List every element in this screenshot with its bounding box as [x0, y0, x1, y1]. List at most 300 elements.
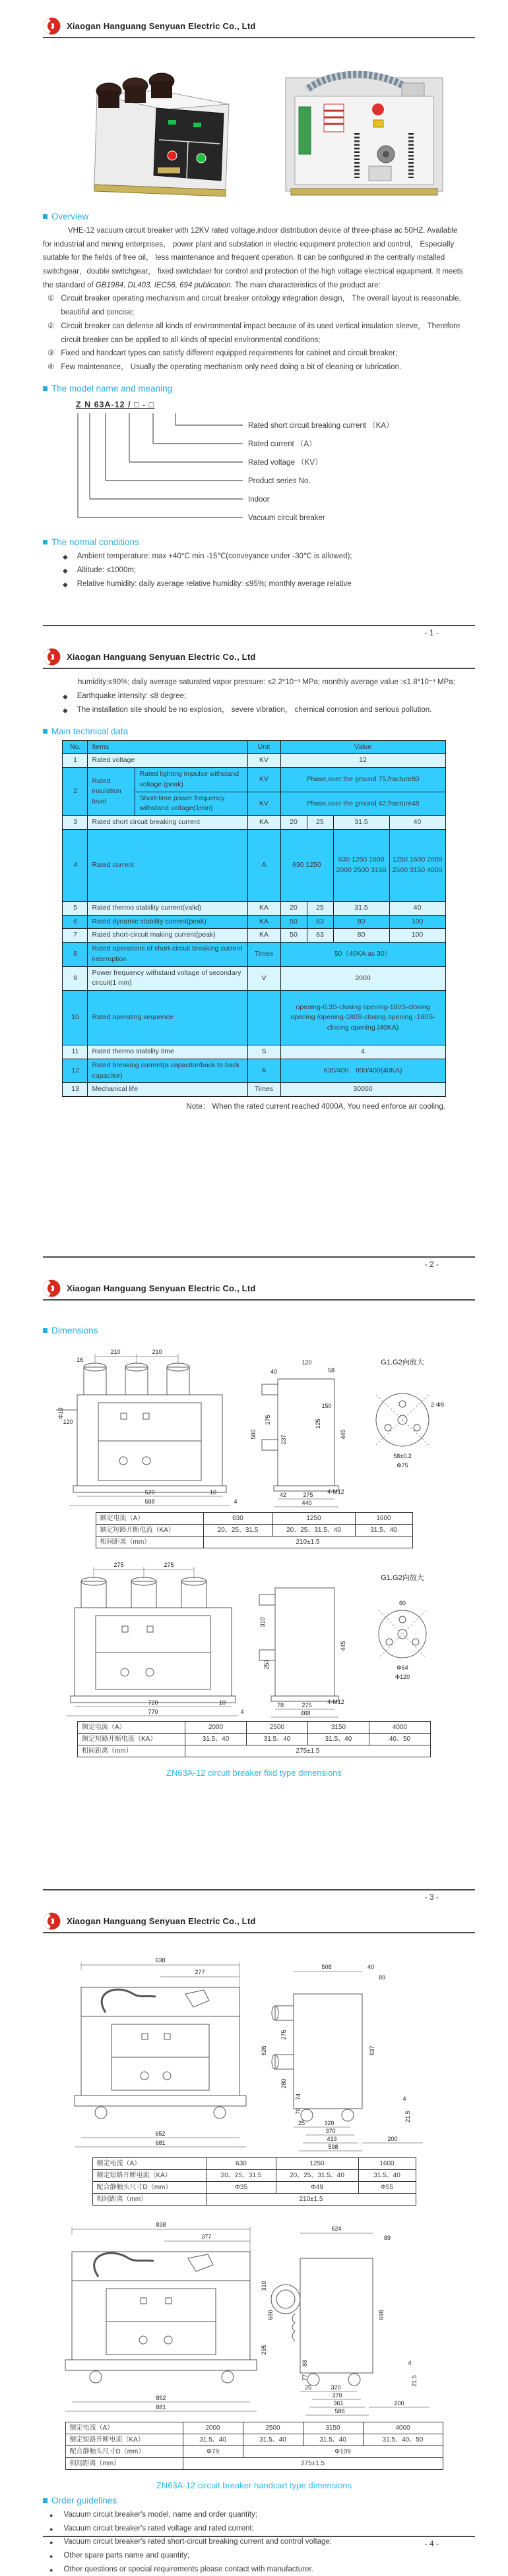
cell: 275±1.5: [183, 2458, 443, 2470]
cell: Rated current: [88, 829, 247, 901]
cell: 63: [307, 915, 333, 929]
cell: 3: [63, 816, 88, 830]
dot-bullet-icon: ●: [49, 2539, 53, 2546]
cell: 50: [280, 915, 307, 929]
section-bullet-icon: [43, 729, 48, 734]
dim-label: 277: [195, 1969, 205, 1976]
table-row: [63, 901, 445, 915]
table-row: [96, 1537, 412, 1548]
cell: Value: [280, 740, 445, 754]
overview-item-3: [48, 347, 463, 361]
dim-label: 237: [280, 1434, 287, 1445]
overview-text-end: The main characteristics of the product are:: [232, 281, 381, 289]
cell: 31.5、40: [247, 1734, 308, 1745]
drawing-handcart-type-2000-4000: [43, 2215, 465, 2420]
table-row: [65, 2434, 443, 2446]
dim-label: Φ64: [397, 1664, 408, 1671]
company-logo-icon: [43, 1279, 61, 1297]
cell: 31.5: [333, 816, 389, 830]
condition-continuation: humidity:≤90%; daily average saturated vapor pressure: ≤2.2*10⁻³ MPa; monthly average value :≤1.8*10⁻³ MPa;: [78, 678, 455, 686]
cell: 31.5、40、50: [363, 2434, 443, 2446]
table-row: [96, 1513, 412, 1525]
cell: 31.5、40: [185, 1734, 247, 1745]
table-row: [65, 2446, 443, 2458]
table-row: [78, 1722, 431, 1734]
dim-label: 253: [263, 1659, 270, 1670]
table-row: [65, 2422, 443, 2434]
section-title: The model name and meaning: [51, 383, 173, 394]
cell: KA: [247, 901, 280, 915]
table-row: [96, 1525, 412, 1537]
cell: 11: [63, 1045, 88, 1059]
cell: 31.5、40: [183, 2434, 243, 2446]
cell: 额定电流（A）: [78, 1722, 185, 1734]
cell: 31.5、40: [308, 1734, 369, 1745]
cell: 额定电流（A）: [92, 2158, 206, 2170]
section-bullet-icon: [43, 386, 48, 391]
section-overview: [43, 212, 508, 221]
overview-paragraph: [43, 224, 463, 292]
cell: 20、25、31.5、40: [276, 2170, 358, 2182]
condition-item: [63, 689, 463, 703]
fixed-type-table-630-1600: [96, 1512, 413, 1548]
cell: 31.5、40: [355, 1525, 412, 1537]
cell: 630: [206, 2158, 276, 2170]
dim-label: 21.5: [411, 2375, 418, 2387]
page-header: [43, 643, 475, 669]
cell: 80: [333, 915, 389, 929]
dim-label: 680: [267, 2310, 274, 2320]
dim-label: 60: [398, 1600, 406, 1606]
page-1: [0, 0, 508, 643]
dim-label: 377: [201, 2233, 212, 2240]
cell: 额定电流（A）: [96, 1513, 203, 1525]
cell: Unit: [247, 740, 280, 754]
dim-label: 58±0.2: [393, 1453, 412, 1459]
model-label: Indoor: [248, 495, 270, 504]
cell: 25: [307, 901, 333, 915]
diamond-bullet-icon: ◆: [63, 567, 68, 575]
dim-label: 275: [265, 1415, 271, 1425]
section-title: Order guidelines: [51, 2496, 117, 2505]
company-logo-icon: [43, 17, 61, 35]
cell: 20: [280, 816, 307, 830]
dim-label: 120: [63, 1419, 73, 1425]
dim-label: 77: [302, 2374, 308, 2382]
cell: KA: [247, 929, 280, 943]
dim-label: 78: [276, 1702, 284, 1709]
cell: 相间距离（mm）: [92, 2194, 206, 2206]
fixed-type-caption: ZN63A-12 circuit breaker fixd type dimensions: [166, 1768, 342, 1778]
cell: 630/400 800/400(40KA): [280, 1059, 445, 1083]
cell: 额定短路开断电流（KA）: [92, 2170, 206, 2182]
cell: 31.5: [333, 901, 389, 915]
cell: KA: [247, 816, 280, 830]
cell: Rated operating sequence: [88, 991, 247, 1045]
dim-label: 320: [331, 2384, 341, 2391]
table-row: [63, 829, 445, 901]
section-model: [43, 384, 508, 394]
cell: 8: [63, 943, 88, 967]
table-row: [92, 2194, 416, 2206]
section-title: The normal conditions: [51, 537, 139, 547]
dim-label: 89: [383, 2235, 391, 2241]
dim-label: 881: [156, 2404, 166, 2411]
section-bullet-icon: [43, 214, 48, 219]
table-row: [78, 1745, 431, 1757]
dim-label: 4: [402, 2095, 406, 2102]
handcart-type-caption: ZN63A-12 circuit breaker handcart type dimensions: [156, 2480, 352, 2490]
diamond-bullet-icon: ◆: [63, 553, 68, 561]
cell: KV: [247, 792, 280, 816]
cell: KV: [247, 754, 280, 768]
overview-standards: GB1984, DL403, IEC56, 694 publication.: [95, 281, 233, 289]
dim-label: Φ75: [397, 1462, 408, 1469]
company-logo-icon: [43, 648, 61, 666]
cell: Phase,over the ground 42,fracture48: [280, 792, 445, 816]
cell: 1250: [272, 1513, 355, 1525]
item-text: Circuit breaker can defense all kinds of environmental impact because of its used vertical insulation sleeve， Therefore circuit breaker can be applied to all kinds of special environmental conditions;: [61, 322, 460, 344]
item-text: Few maintenance， Usually the operating mechanism only need doing a bit of cleaning or lubrication.: [61, 363, 402, 371]
page-header: [43, 0, 475, 38]
dim-label: 508: [321, 1964, 332, 1970]
table-row: [65, 2458, 443, 2470]
cell: 1250: [276, 2158, 358, 2170]
overview-item-1: [48, 292, 463, 319]
item-number: ③: [48, 349, 55, 358]
item-number: ④: [48, 363, 55, 371]
dim-label: 275: [164, 1562, 174, 1568]
company-name: Xiaogan Hanguang Senyuan Electric Co., Ltd: [67, 21, 256, 31]
item-text: Fixed and handcart types can satisfy different equipped requirements for cabinet and circuit breaker;: [61, 349, 398, 358]
cell: Φ49: [276, 2182, 358, 2194]
dim-label: 76: [295, 2107, 302, 2115]
handcart-type-table-630-1600: [92, 2157, 416, 2206]
cell: KA: [247, 915, 280, 929]
model-diagram: [66, 411, 475, 528]
page-4: [0, 1907, 508, 2573]
product-photo-front: [59, 67, 270, 202]
cell: 2500: [247, 1722, 308, 1734]
dim-label: 210: [152, 1349, 162, 1355]
item-number: ②: [48, 322, 55, 330]
dim-label: 433: [327, 2136, 337, 2142]
handcart-type-table-2000-4000: [65, 2422, 443, 2470]
item-text: Circuit breaker operating mechanism and circuit breaker ontology integration design， The overall layout is reasonable, beautiful and concise;: [61, 295, 461, 317]
dim-label: 275: [113, 1562, 124, 1568]
cell: 12: [63, 1059, 88, 1083]
dim-label: 4-M12: [327, 1699, 344, 1705]
cell: 2500: [243, 2422, 303, 2434]
page-number: - 3 -: [424, 1892, 439, 1902]
cell: Rated short-circuit making current(peak): [88, 929, 247, 943]
cell: 12: [280, 754, 445, 768]
cell: Phase,over the ground 75,fracture80: [280, 768, 445, 792]
dim-label: 74: [295, 2093, 302, 2101]
dim-label: 10: [209, 1489, 217, 1496]
cell: 20、25、31.5、40: [272, 1525, 355, 1537]
order-text: Vacuum circuit breaker's rated voltage and rated current;: [63, 2524, 254, 2532]
cell: 相间距离（mm）: [78, 1745, 185, 1757]
dim-label: 58: [327, 1367, 335, 1374]
cell: A: [247, 1059, 280, 1083]
cell: 20、25、31.5: [203, 1525, 272, 1537]
cell: 2000: [280, 966, 445, 991]
cell: 配合静触头尺寸D（mm）: [92, 2182, 206, 2194]
table-row: [63, 754, 445, 768]
cell: 1250 1600 2000 2500 3150 4000: [389, 829, 445, 901]
cell: 40、50: [369, 1734, 431, 1745]
cell: 100: [389, 929, 445, 943]
table-row: [63, 1045, 445, 1059]
dim-label: 638: [155, 1957, 166, 1964]
dim-label: 681: [155, 2140, 166, 2146]
cell: 31.5、40: [243, 2434, 303, 2446]
dim-label: 637: [369, 2045, 375, 2056]
dim-label: 468: [300, 1710, 311, 1716]
dim-label: 370: [325, 2128, 336, 2134]
overview-text: VHE-12 vacuum circuit breaker with 12KV rated voltage,indoor distribution device of three-phase ac 50HZ. Available for industrial and mining enterprises， power plant and substation in electric equipment protection and control， Especially suitable for the fields of free oil， less maintenance and frequent operation. It can be configured in the centrally installed switchgear，double switchgear， fixed switchdaer for control and protection of the high voltage electrical equipment. It meets the standard of: [43, 227, 463, 289]
dim-label: 4: [234, 1498, 238, 1505]
dim-label: 150: [321, 1403, 332, 1409]
cell: Rated thermo stability current(valid): [88, 901, 247, 915]
condition-item: [63, 703, 463, 717]
dim-label: 370: [332, 2392, 342, 2399]
condition-item: [63, 550, 463, 564]
dim-label: 40: [270, 1368, 278, 1375]
dim-label: 120: [302, 1359, 312, 1366]
dot-bullet-icon: ●: [49, 2512, 53, 2519]
cell: Power frequency withstand voltage of secondary circuit(1 min): [88, 966, 247, 991]
company-name: Xiaogan Hanguang Senyuan Electric Co., Ltd: [67, 1283, 256, 1293]
cell: 25: [307, 816, 333, 830]
order-item: [49, 2563, 463, 2576]
table-row: [63, 768, 445, 792]
cell: 275±1.5: [185, 1745, 431, 1757]
section-dimensions: [43, 1326, 508, 1335]
cell: 额定电流（A）: [65, 2422, 183, 2434]
dim-label: Φ10: [57, 1407, 64, 1419]
dim-label: 698: [378, 2310, 385, 2320]
table-row: [92, 2182, 416, 2194]
cell: Φ109: [243, 2446, 443, 2458]
cell: Φ35: [206, 2182, 276, 2194]
table-row: [78, 1734, 431, 1745]
cell: 210±1.5: [203, 1537, 412, 1548]
cell: 配合静触头尺寸D（mm）: [65, 2446, 183, 2458]
table-row: [63, 991, 445, 1045]
table-header-row: [63, 740, 445, 754]
drawing-handcart-type-630-1600: [43, 1950, 465, 2156]
cell: 13: [63, 1083, 88, 1097]
cell: 4000: [369, 1722, 431, 1734]
cell: Rated breaking current(a capacitor/back to back capacitor): [88, 1059, 247, 1083]
detail-view-label: G1.G2向放大: [381, 1574, 424, 1582]
cell: A: [247, 829, 280, 901]
model-label: Rated voltage （KV）: [248, 458, 323, 467]
cell: 10: [63, 991, 88, 1045]
condition-text: Ambient temperature: max +40°C min -15℃(conveyance under -30℃ is allowed);: [77, 552, 352, 560]
table-row: [92, 2170, 416, 2182]
page-number: - 4 -: [424, 2539, 439, 2548]
cell: 630 1250 1600 2000 2500 3150: [333, 829, 389, 901]
dim-label: 10: [218, 1699, 226, 1706]
dim-label: 16: [76, 1357, 84, 1363]
page-footer: [43, 2536, 475, 2548]
dim-label: 88: [302, 2359, 308, 2367]
cell: 1600: [358, 2158, 416, 2170]
cell: 50: [280, 929, 307, 943]
table-row: [63, 1059, 445, 1083]
cell: 630 1250: [280, 829, 333, 901]
cell: 7: [63, 929, 88, 943]
dim-label: 40: [367, 1964, 375, 1970]
section-bullet-icon: [43, 2498, 48, 2503]
dim-label: 25: [298, 2120, 305, 2126]
company-logo-icon: [43, 1912, 61, 1930]
table-note: Note： When the rated current reached 4000A, You need enforce air cooling.: [186, 1103, 445, 1111]
dim-label: Φ120: [395, 1674, 410, 1680]
dim-label: 275: [280, 2030, 287, 2040]
dim-label: 652: [155, 2130, 166, 2137]
diamond-bullet-icon: ◆: [63, 707, 68, 715]
cell: Φ79: [183, 2446, 243, 2458]
cell: V: [247, 966, 280, 991]
fixed-type-table-2000-4000: [77, 1721, 431, 1757]
cell: Rated voltage: [88, 754, 247, 768]
order-text: Vacuum circuit breaker's rated short-circuit breaking current and control voltage;: [63, 2538, 333, 2546]
dim-label: 280: [280, 2078, 287, 2089]
page-2: [0, 643, 508, 1274]
cell: Items: [88, 740, 247, 754]
cell: 2000: [183, 2422, 243, 2434]
dim-label: 4-M12: [327, 1488, 344, 1495]
cell: Short-time power frequency withstand voltage(1min): [135, 792, 247, 816]
dim-label: 200: [394, 2400, 404, 2407]
cell: 30000: [280, 1083, 445, 1097]
dim-label: 520: [144, 1489, 155, 1496]
cell: 20、25、31.5: [206, 2170, 276, 2182]
model-label: Rated current （A）: [248, 440, 317, 448]
table-row: [63, 816, 445, 830]
dot-bullet-icon: ●: [49, 2553, 53, 2560]
cell: 3150: [303, 2422, 363, 2434]
dot-bullet-icon: ●: [49, 2566, 53, 2573]
model-code: Z N 63A-12 / □ - □: [76, 399, 155, 409]
cell: 1600: [355, 1513, 412, 1525]
dim-label: 445: [340, 1641, 346, 1651]
product-photo-mechanism: [279, 67, 449, 202]
dim-label: 310: [261, 2281, 267, 2291]
dim-label: 295: [261, 2345, 267, 2355]
company-name: Xiaogan Hanguang Senyuan Electric Co., Ltd: [67, 1916, 256, 1926]
dim-label: 42: [279, 1492, 287, 1498]
cell: S: [247, 1045, 280, 1059]
cell: 31.5、40: [358, 2170, 416, 2182]
section-bullet-icon: [43, 540, 48, 544]
cell: 63: [307, 929, 333, 943]
dim-label: 200: [387, 2136, 398, 2142]
table-row: [63, 915, 445, 929]
overview-item-4: [48, 361, 463, 374]
cell: 2: [63, 768, 88, 816]
model-label: Product series No.: [248, 477, 311, 485]
cell: Rated lighting impulse withstand voltage (peak): [135, 768, 247, 792]
condition-item: [63, 564, 463, 577]
dim-label: 445: [340, 1429, 346, 1440]
product-photos: [0, 67, 508, 202]
condition-text: Altitude: ≤1000m;: [77, 566, 137, 574]
dot-bullet-icon: ●: [49, 2525, 53, 2532]
diamond-bullet-icon: ◆: [63, 581, 68, 589]
drawing-fixed-type-630-1600: [43, 1341, 465, 1511]
page-number: - 1 -: [424, 628, 439, 637]
detail-view-label: G1.G2向放大: [381, 1359, 424, 1366]
cell: 相间距离（mm）: [65, 2458, 183, 2470]
item-number: ①: [48, 295, 55, 303]
cell: Rated insulation level: [88, 768, 135, 816]
cell: 31.5、40: [303, 2434, 363, 2446]
dim-label: 624: [331, 2225, 342, 2232]
table-row: [92, 2158, 416, 2170]
condition-text: Relative humidity: daily average relative humidity: ≤95%; monthly average relative: [77, 579, 352, 588]
section-title: Overview: [51, 212, 89, 221]
page-number: - 2 -: [424, 1260, 439, 1269]
section-title: Dimensions: [51, 1326, 98, 1335]
cell: Rated dynamic stability current(peak): [88, 915, 247, 929]
company-name: Xiaogan Hanguang Senyuan Electric Co., Ltd: [67, 652, 256, 662]
dim-label: 626: [261, 2045, 267, 2056]
cell: 9: [63, 966, 88, 991]
dim-label: 586: [334, 2408, 345, 2415]
cell: 20: [280, 901, 307, 915]
dim-label: 2-Φ9: [430, 1401, 445, 1408]
cell: 4000: [363, 2422, 443, 2434]
dim-label: 580: [250, 1429, 257, 1440]
cell: Times: [247, 943, 280, 967]
section-technical-data: [43, 726, 508, 736]
dim-label: 275: [303, 1492, 313, 1498]
order-item: [49, 2522, 463, 2536]
section-order-guidelines: [43, 2496, 508, 2505]
cell: opening-0.3S-closing opening-180S-closing opening /opening-180S-closing opening -180S- closing opening (40KA): [280, 991, 445, 1045]
table-row: [63, 966, 445, 991]
dim-label: 440: [302, 1500, 312, 1506]
diamond-bullet-icon: ◆: [63, 693, 68, 701]
cell: 相间距离（mm）: [96, 1537, 203, 1548]
section-title: Main technical data: [51, 726, 129, 736]
dim-label: 598: [328, 2144, 338, 2150]
cell: 50（40KA as 30）: [280, 943, 445, 967]
dim-label: 4: [408, 2360, 412, 2366]
cell: Rated short circuit breaking current: [88, 816, 247, 830]
overview-item-2: [48, 320, 463, 347]
cell: 额定短路开断电流（KA）: [96, 1525, 203, 1537]
table-row: [63, 943, 445, 967]
cell: [247, 991, 280, 1045]
condition-item: [63, 577, 463, 591]
table-row: [63, 929, 445, 943]
cell: Rated operations of short-circuit breaking current interruption: [88, 943, 247, 967]
model-label: Vacuum circuit breaker: [248, 513, 325, 522]
dim-label: 25: [304, 2384, 312, 2391]
order-text: Vacuum circuit breaker's model, name and order quantity;: [63, 2511, 257, 2519]
dim-label: 89: [378, 1974, 386, 1981]
cell: 40: [389, 816, 445, 830]
cell: 3150: [308, 1722, 369, 1734]
cell: No.: [63, 740, 88, 754]
cell: Φ55: [358, 2182, 416, 2194]
